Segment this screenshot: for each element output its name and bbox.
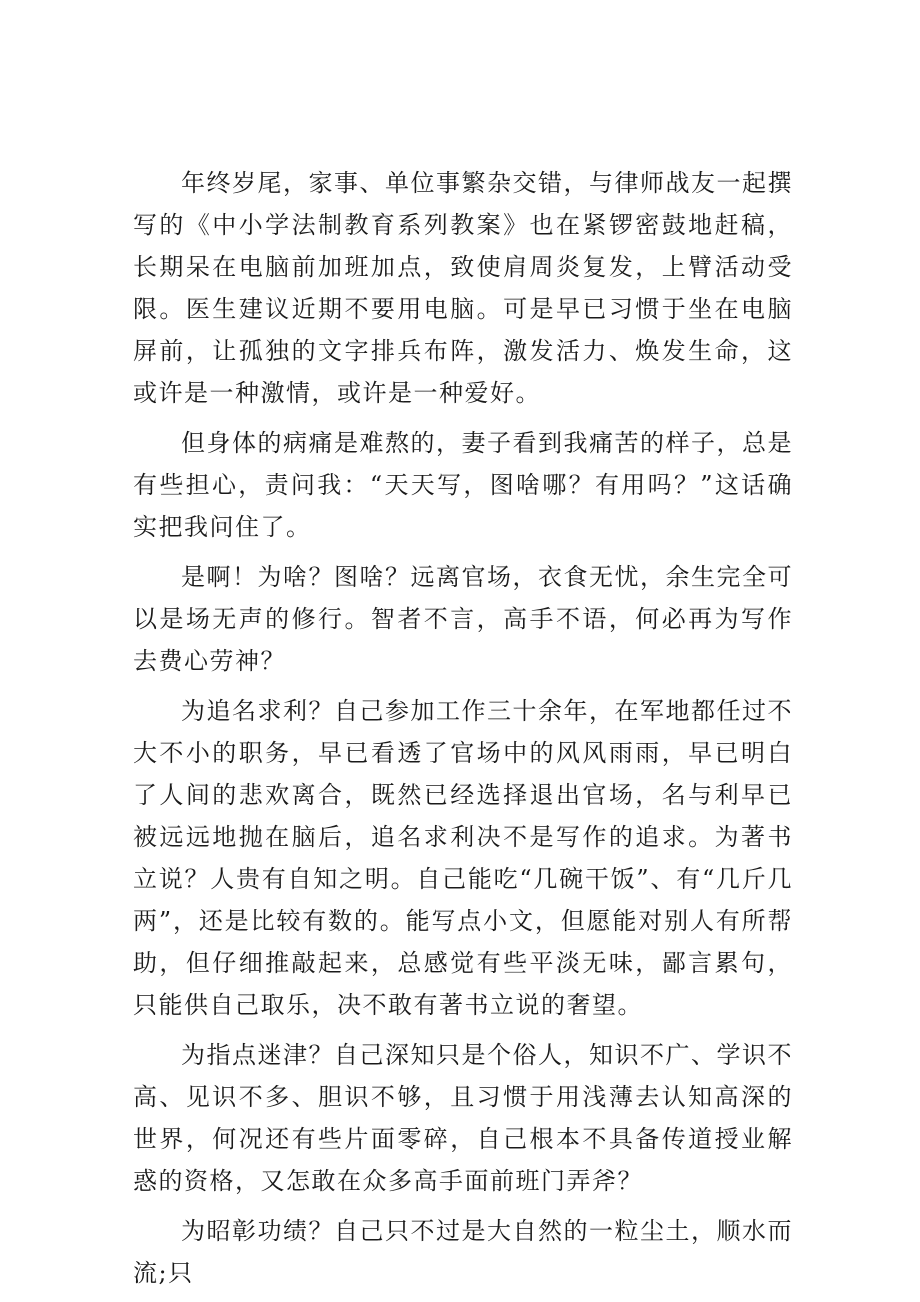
article-body — [133, 162, 793, 1302]
paragraph-1: 年终岁尾，家事、单位事繁杂交错，与律师战友一起撰写的《中小学法制教育系列教案》也在紧锣密鼓地赶稿，长期呆在电脑前加班加点，致使肩周炎复发，上臂活动受限。医生建议近期不要用电脑。可是早已习惯于坐在电脑屏前，让孤独的文字排兵布阵，激发活力、焕发生命，这或许是一种激情，或许是一种爱好。 — [133, 169, 793, 407]
paragraph-5: 为指点迷津？自己深知只是个俗人，知识不广、学识不高、见识不多、胆识不够，且习惯于用浅薄去认知高深的世界，何况还有些片面零碎，自己根本不具备传道授业解惑的资格，又怎敢在众多高手面前班门弄斧？ — [133, 1041, 793, 1195]
paragraph-4: 为追名求利？自己参加工作三十余年，在军地都任过不大不小的职务，早已看透了官场中的风风雨雨，早已明白了人间的悲欢离合，既然已经选择退出官场，名与利早已被远远地抛在脑后，追名求利决不是写作的追求。为著书立说？人贵有自知之明。自己能吃“几碗干饭”、有“几斤几两”，还是比较有数的。能写点小文，但愿能对别人有所帮助，但仔细推敲起来，总感觉有些平淡无味，鄙言累句，只能供自己取乐，决不敢有著书立说的奢望。 — [133, 697, 793, 1019]
paragraph-2: 但身体的病痛是难熬的，妻子看到我痛苦的样子，总是有些担心，责问我：“天天写，图啥哪？有用吗？”这话确实把我问住了。 — [133, 429, 793, 541]
paragraph-3: 是啊！为啥？图啥？远离官场，衣食无忧，余生完全可以是场无声的修行。智者不言，高手不语，何必再为写作去费心劳神？ — [133, 563, 793, 675]
paragraph-6: 为昭彰功绩？自己只不过是大自然的一粒尘土，顺水而流;只 — [133, 1217, 793, 1287]
